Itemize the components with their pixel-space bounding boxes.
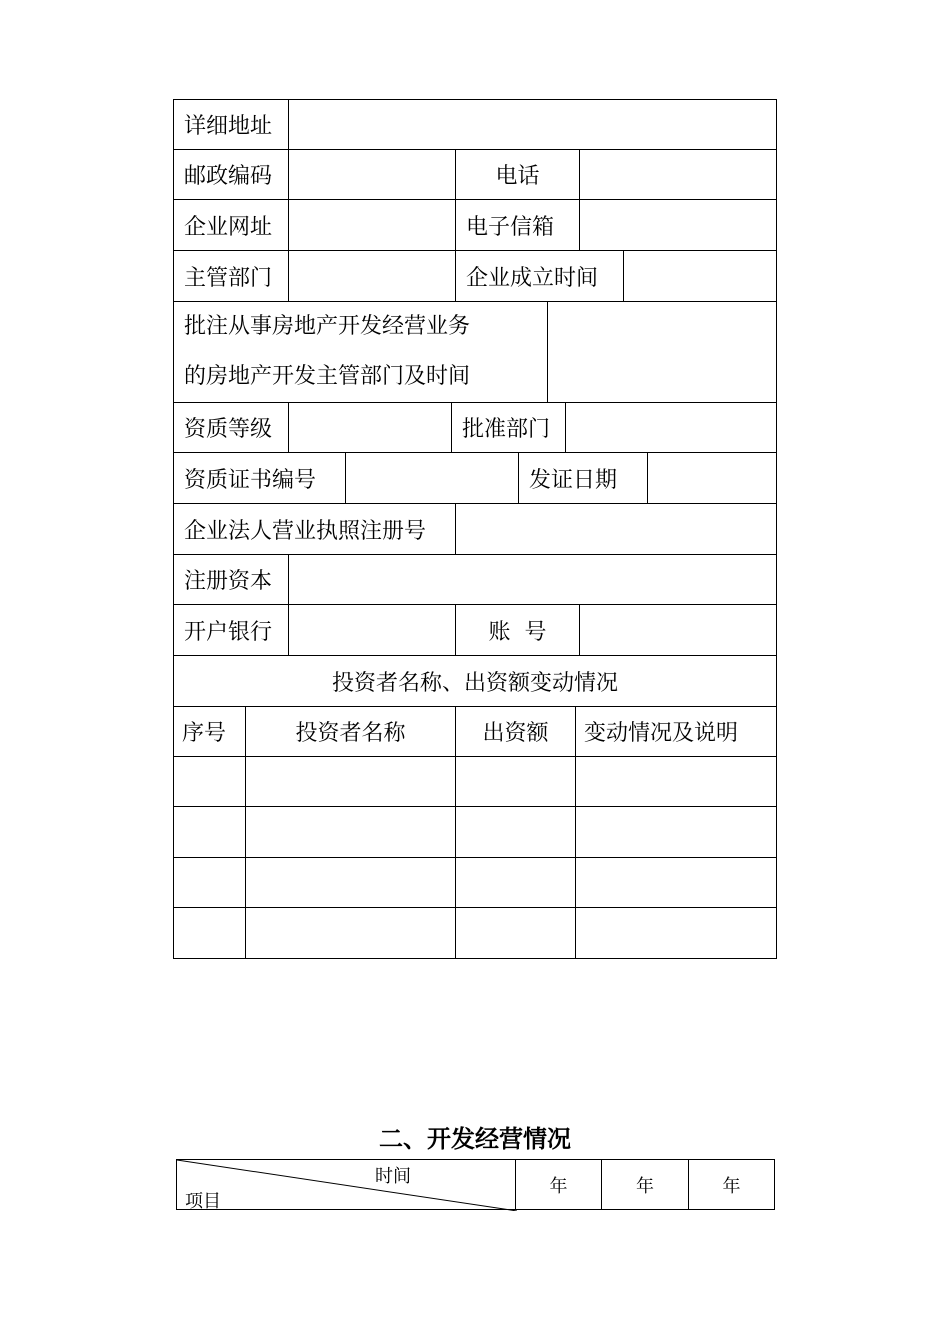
diagonal-line	[177, 1160, 517, 1211]
bank-field[interactable]	[288, 604, 456, 656]
founded-field[interactable]	[623, 250, 777, 302]
founded-label: 企业成立时间	[455, 250, 624, 302]
row-license	[173, 503, 777, 555]
investor-section-title: 投资者名称、出资额变动情况	[173, 655, 777, 707]
year-column-2: 年	[601, 1159, 689, 1210]
row-address	[173, 99, 777, 150]
issue-date-label: 发证日期	[518, 452, 648, 504]
row-postcode-phone	[173, 149, 777, 200]
license-no-label: 企业法人营业执照注册号	[173, 503, 456, 555]
development-table	[176, 1159, 775, 1210]
row-authority-founded	[173, 250, 777, 302]
certificate-no-field[interactable]	[345, 452, 519, 504]
investor-name-cell[interactable]	[245, 806, 456, 858]
email-field[interactable]	[579, 199, 777, 251]
row-qualification	[173, 402, 777, 453]
row-capital	[173, 554, 777, 605]
investor-name-cell[interactable]	[245, 907, 456, 959]
header-time-label: 时间	[375, 1166, 411, 1187]
table-row	[173, 806, 777, 858]
col-header-investor-name: 投资者名称	[245, 706, 456, 757]
capital-field[interactable]	[288, 554, 777, 605]
amount-cell[interactable]	[455, 857, 576, 908]
approval-field[interactable]	[547, 301, 777, 403]
website-label: 企业网址	[173, 199, 289, 251]
row-certificate	[173, 452, 777, 504]
col-header-change-notes: 变动情况及说明	[575, 706, 777, 757]
postcode-field[interactable]	[288, 149, 456, 200]
address-field[interactable]	[288, 99, 777, 150]
approving-dept-label: 批准部门	[451, 402, 566, 453]
phone-label: 电话	[455, 149, 580, 200]
col-header-index: 序号	[173, 706, 246, 757]
certificate-no-label: 资质证书编号	[173, 452, 346, 504]
email-label: 电子信箱	[455, 199, 580, 251]
investor-name-cell[interactable]	[245, 857, 456, 908]
year-column-1: 年	[515, 1159, 602, 1210]
row-investor-title	[173, 655, 777, 707]
row-investor-header	[173, 706, 777, 757]
address-label: 详细地址	[173, 99, 289, 150]
approval-label-line2: 的房地产开发主管部门及时间	[184, 364, 471, 389]
change-notes-cell[interactable]	[575, 756, 777, 807]
header-item-label: 项目	[185, 1191, 221, 1212]
amount-cell[interactable]	[455, 756, 576, 807]
row-website-email	[173, 199, 777, 251]
amount-cell[interactable]	[455, 806, 576, 858]
table-row	[173, 756, 777, 807]
authority-field[interactable]	[288, 250, 456, 302]
col-header-amount: 出资额	[455, 706, 576, 757]
postcode-label: 邮政编码	[173, 149, 289, 200]
approving-dept-field[interactable]	[565, 402, 777, 453]
account-field[interactable]	[579, 604, 777, 656]
index-cell[interactable]	[173, 907, 246, 959]
diagonal-header-cell	[176, 1159, 516, 1210]
year-column-3: 年	[688, 1159, 775, 1210]
table-row	[173, 907, 777, 959]
account-label: 账 号	[455, 604, 580, 656]
approval-label	[173, 301, 548, 403]
index-cell[interactable]	[173, 857, 246, 908]
enterprise-info-form	[173, 99, 777, 959]
change-notes-cell[interactable]	[575, 806, 777, 858]
approval-label-line1: 批注从事房地产开发经营业务	[184, 314, 471, 339]
capital-label: 注册资本	[173, 554, 289, 605]
change-notes-cell[interactable]	[575, 857, 777, 908]
qualification-field[interactable]	[288, 402, 452, 453]
phone-field[interactable]	[579, 149, 777, 200]
table-row	[173, 857, 777, 908]
license-no-field[interactable]	[455, 503, 777, 555]
amount-cell[interactable]	[455, 907, 576, 959]
index-cell[interactable]	[173, 756, 246, 807]
bank-label: 开户银行	[173, 604, 289, 656]
authority-label: 主管部门	[173, 250, 289, 302]
issue-date-field[interactable]	[647, 452, 777, 504]
section-title: 二、开发经营情况	[379, 1125, 571, 1153]
website-field[interactable]	[288, 199, 456, 251]
index-cell[interactable]	[173, 806, 246, 858]
row-bank	[173, 604, 777, 656]
row-approval	[173, 301, 777, 403]
change-notes-cell[interactable]	[575, 907, 777, 959]
qualification-label: 资质等级	[173, 402, 289, 453]
investor-name-cell[interactable]	[245, 756, 456, 807]
